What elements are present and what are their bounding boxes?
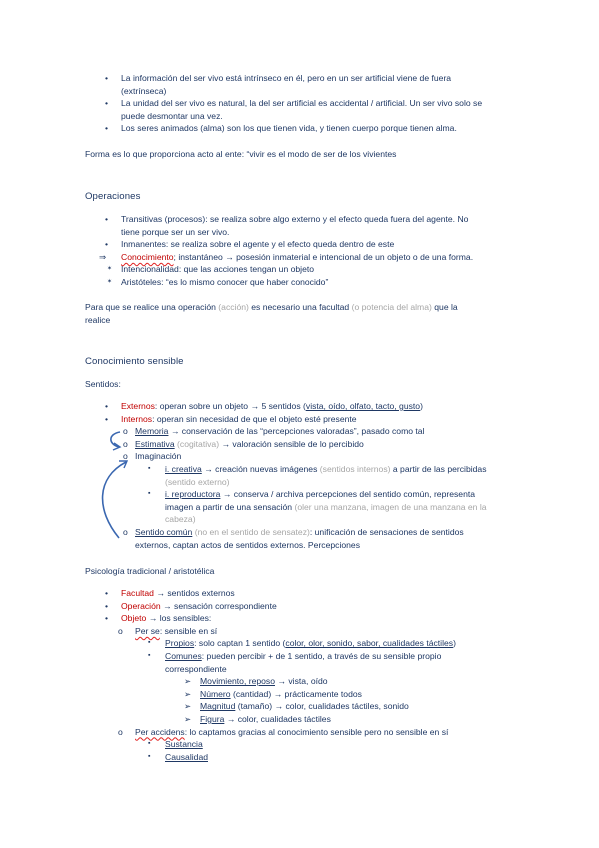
double-arrow-icon: ⇒ <box>99 251 107 262</box>
text: ) <box>453 638 456 649</box>
bullet: ▪ <box>148 752 151 760</box>
bullet: ▪ <box>148 740 151 748</box>
bullet: o <box>123 526 128 537</box>
subheading: Psicología tradicional / aristotélica <box>85 566 215 576</box>
bullet: • <box>105 73 109 83</box>
text: → conservación de las “percepciones valoradas”, pasado como tal <box>168 426 425 437</box>
list-text: Intencionalidad: que las acciones tengan un objeto <box>121 264 315 275</box>
text: que la <box>434 302 458 312</box>
term: Internos <box>121 413 153 424</box>
bullet: o <box>118 726 123 737</box>
list-item <box>85 400 525 413</box>
list-item <box>85 526 525 551</box>
list-text: externos, captan actos de sentidos externos. Percepciones <box>135 539 361 550</box>
text: Para que se realice una operación <box>85 302 216 312</box>
list-item <box>85 425 525 438</box>
list-text: Aristóteles: “es lo mismo conocer que haber conocido” <box>121 276 329 287</box>
bullet: • <box>105 613 109 624</box>
text: cabeza) <box>165 514 196 525</box>
list-text <box>165 650 525 663</box>
list-item <box>85 276 525 289</box>
text: ) <box>420 401 423 411</box>
list-item <box>85 263 525 276</box>
text: imagen a partir de una sensación <box>165 501 293 512</box>
text: → sensación correspondiente <box>160 600 277 611</box>
text: (cogitativa) <box>177 438 220 449</box>
sentidos-list <box>85 400 525 551</box>
text: (tamaño) → color, cualidades táctiles, sonido <box>235 701 409 712</box>
intro-list <box>85 72 525 135</box>
list-text: La información del ser vivo está intrínseco en él, pero en un ser artificial viene de fuera <box>121 73 452 83</box>
list-item <box>85 726 525 739</box>
list-item <box>85 738 525 751</box>
list-item <box>85 238 525 251</box>
text: (cantidad) → prácticamente todos <box>230 688 362 699</box>
term: Comunes <box>165 650 202 661</box>
list-text <box>165 463 525 476</box>
term: Facultad <box>121 588 154 598</box>
list-text: Imaginación <box>135 451 182 462</box>
list-text: Sustancia <box>165 739 203 750</box>
list-item <box>85 600 525 613</box>
bullet: o <box>123 451 128 462</box>
bullet: • <box>105 98 109 109</box>
forma-paragraph: Forma es lo que proporciona acto al ente: “vivir es el modo de ser de los vivientes <box>85 149 397 159</box>
text: : pueden percibir + de 1 sentido, a través de su sensible propio <box>201 650 442 661</box>
term: Movimiento, reposo <box>200 676 275 687</box>
list-text <box>165 637 525 650</box>
list-text: Inmanentes: se realiza sobre el agente y el efecto queda dentro de este <box>121 239 395 250</box>
list-text <box>121 600 525 613</box>
text: ; instantáneo → posesión inmaterial e intencional de un objeto o de una forma. <box>173 251 474 262</box>
list-item <box>85 450 525 463</box>
text: (o potencia del alma) <box>351 302 432 312</box>
bullet: ▪ <box>148 651 151 659</box>
list-text: (extrínseca) <box>121 85 167 96</box>
term: Magnitud <box>200 701 236 712</box>
list-item <box>85 650 525 675</box>
text: (oler una manzana, imagen de una manzana en la <box>294 501 487 512</box>
bullet: ▪ <box>148 639 151 647</box>
list-text <box>135 438 525 451</box>
list-text <box>200 675 525 688</box>
bullet: o <box>123 438 128 449</box>
bullet: • <box>105 588 109 598</box>
term: Figura <box>200 713 225 724</box>
list-text <box>200 688 525 701</box>
operacion-paragraph <box>85 301 525 326</box>
star-icon: ✶ <box>107 278 113 285</box>
term: i. creativa <box>165 463 202 474</box>
operaciones-list <box>85 213 525 289</box>
list-text <box>135 726 525 739</box>
text: realice <box>85 314 111 325</box>
list-text: tiene porque ser un ser vivo. <box>121 226 230 237</box>
list-item <box>85 413 525 426</box>
term: Per se <box>135 625 160 636</box>
list-item <box>85 637 525 650</box>
term: Estimativa <box>135 438 175 449</box>
list-item <box>85 463 525 488</box>
list-text <box>121 251 525 264</box>
text: → conserva / archiva percepciones del sentido común, representa <box>220 489 476 500</box>
list-text <box>135 425 525 438</box>
text: : operan sin necesidad de que el objeto esté presente <box>152 413 357 424</box>
text: a partir de las percibidas <box>392 463 487 474</box>
list-item <box>85 688 525 701</box>
list-item <box>85 751 525 764</box>
bullet: • <box>105 214 109 224</box>
term: Per accidens <box>135 726 185 737</box>
list-item <box>85 122 525 135</box>
list-text <box>135 625 525 638</box>
list-item <box>85 97 525 122</box>
list-item <box>85 587 525 600</box>
list-text: correspondiente <box>165 663 227 674</box>
text: → sentidos externos <box>153 588 235 598</box>
list-item <box>85 625 525 638</box>
term: Memoria <box>135 426 169 437</box>
bullet: ▪ <box>148 490 151 498</box>
list-text <box>121 612 525 625</box>
list-item <box>85 438 525 451</box>
list-text <box>135 526 525 539</box>
text: → valoración sensible de lo percibido <box>219 438 364 449</box>
text: (no en el sentido de sensatez) <box>194 526 310 537</box>
list-text <box>121 400 525 413</box>
list-item <box>85 72 525 97</box>
text: vista, oído, olfato, tacto, gusto <box>305 401 421 411</box>
term: Externos <box>121 401 155 411</box>
text: : unificación de sensaciones de sentidos <box>309 526 464 537</box>
text: es necesario una facultad <box>251 302 350 312</box>
term: Sentido común <box>135 526 193 537</box>
text: color, olor, sonido, sabor, cualidades táctiles <box>285 638 454 649</box>
list-item <box>85 713 525 726</box>
list-item <box>85 612 525 625</box>
text: : operan sobre un objeto → 5 sentidos ( <box>154 401 306 411</box>
bullet: o <box>118 625 123 636</box>
list-text: La unidad del ser vivo es natural, la del ser artificial es accidental / artificial. Un ser vivo solo se <box>121 98 483 109</box>
list-text: Causalidad <box>165 751 208 762</box>
list-text <box>121 413 525 426</box>
term: Objeto <box>121 613 147 624</box>
psicologia-list <box>85 587 525 763</box>
text: (sentidos internos) <box>319 463 391 474</box>
arrowhead-bullet-icon: ➢ <box>184 701 192 712</box>
bullet: • <box>105 600 109 611</box>
bullet: • <box>105 413 109 424</box>
arrowhead-bullet-icon: ➢ <box>184 676 192 687</box>
text: : lo captamos gracias al conocimiento sensible pero no sensible en sí <box>184 726 449 737</box>
list-text <box>165 501 525 514</box>
list-item <box>85 675 525 688</box>
list-item <box>85 488 525 526</box>
term: Conocimiento <box>121 251 174 262</box>
arrowhead-bullet-icon: ➢ <box>184 713 192 724</box>
bullet: • <box>105 123 109 134</box>
section-heading: Operaciones <box>85 191 141 202</box>
list-item <box>85 213 525 238</box>
list-text <box>165 488 525 501</box>
text: : solo captan 1 sentido ( <box>194 638 286 649</box>
list-text <box>200 700 525 713</box>
star-icon: ✶ <box>107 266 113 273</box>
list-text <box>121 587 525 600</box>
bullet: ▪ <box>148 464 151 472</box>
bullet: • <box>105 401 109 411</box>
text: → vista, oído <box>275 676 328 687</box>
text: → los sensibles: <box>146 613 212 624</box>
list-item <box>85 251 525 264</box>
bullet: o <box>123 426 128 437</box>
text: (acción) <box>218 302 249 312</box>
section-heading: Conocimiento sensible <box>85 356 184 367</box>
list-item <box>85 700 525 713</box>
list-text: Los seres animados (alma) son los que tienen vida, y tienen cuerpo porque tienen alma. <box>121 123 457 134</box>
text: : sensible en sí <box>159 625 218 636</box>
term: Número <box>200 688 231 699</box>
list-text: puede desmontar una vez. <box>121 110 223 121</box>
arrowhead-bullet-icon: ➢ <box>184 688 192 699</box>
bullet: • <box>105 239 109 250</box>
list-text <box>200 713 525 726</box>
term: Propios <box>165 638 195 649</box>
subheading: Sentidos: <box>85 379 121 389</box>
term: i. reproductora <box>165 489 221 500</box>
text: → creación nuevas imágenes <box>201 463 318 474</box>
text: → color, cualidades táctiles <box>224 713 331 724</box>
text: (sentido externo) <box>165 476 230 487</box>
term: Operación <box>121 600 161 611</box>
list-text: Transitivas (procesos): se realiza sobre algo externo y el efecto queda fuera del agente. No <box>121 214 469 224</box>
